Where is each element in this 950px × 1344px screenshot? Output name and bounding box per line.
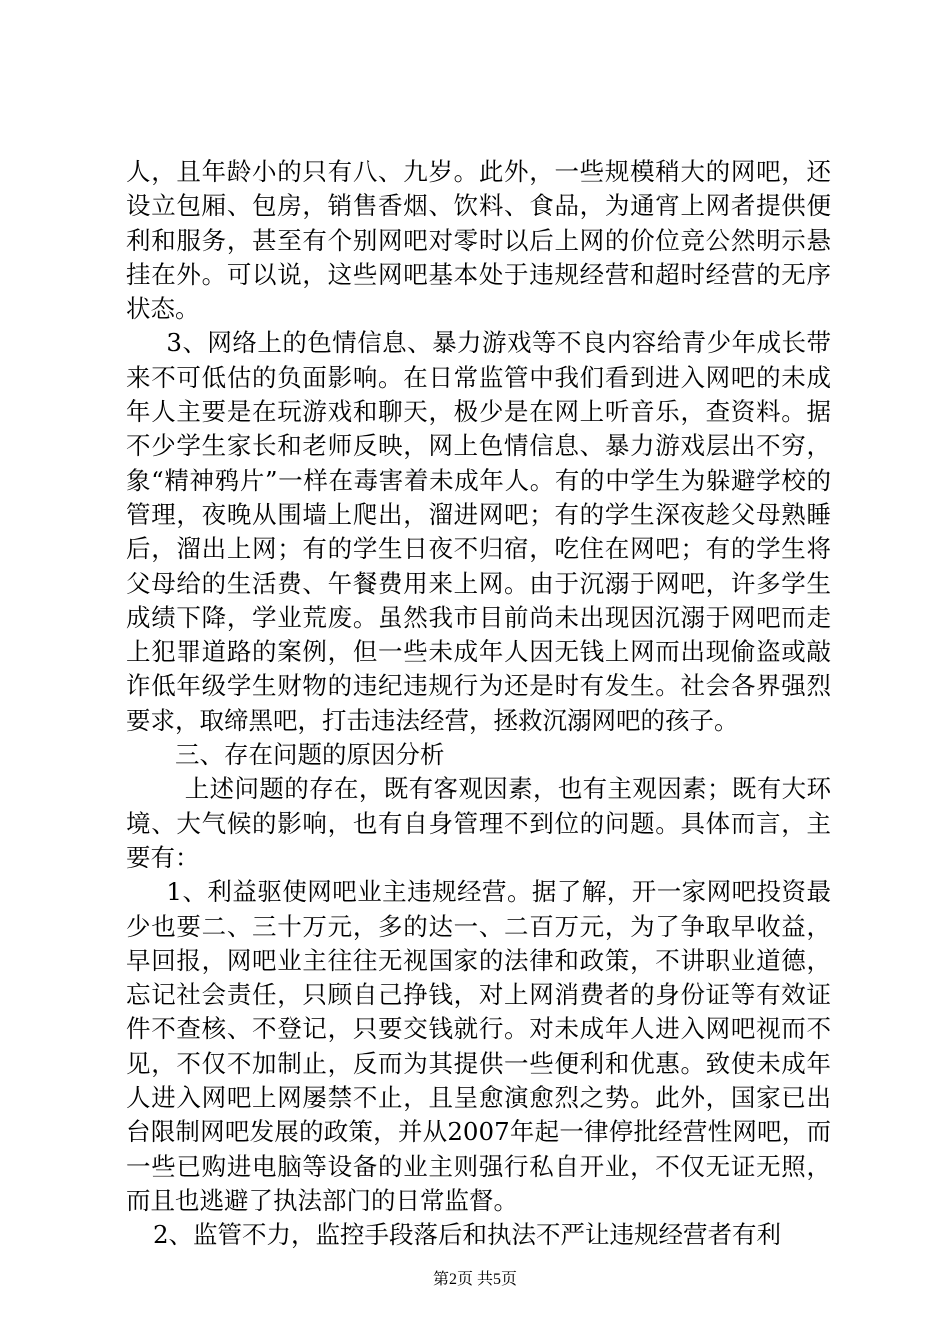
page-footer: 第2页 共5页 [432,1271,517,1288]
document-body [126,155,831,1253]
paragraph-point-3: 3、网络上的色情信息、暴力游戏等不良内容给青少年成长带来不可低估的负面影响。在日常监管中我们看到进入网吧的未成年人主要是在玩游戏和聊天，极少是在网上听音乐，查资料。据不少学生家长和老师反映，网上色情信息、暴力游戏层出不穷，象“精神鸦片”一样在毒害着未成年人。有的中学生为躲避学校的管理，夜晚从围墙上爬出，溜进网吧；有的学生深夜趁父母熟睡后，溜出上网；有的学生日夜不归宿，吃住在网吧；有的学生将父母给的生活费、午餐费用来上网。由于沉溺于网吧，许多学生成绩下降，学业荒废。虽然我市目前尚未出现因沉溺于网吧而走上犯罪道路的案例，但一些未成年人因无钱上网而出现偷盗或敲诈低年级学生财物的违纪违规行为还是时有发生。社会各界强烈要求，取缔黑吧，打击违法经营，拯救沉溺网吧的孩子。 [126,328,831,735]
paragraph-point-2: 2、监管不力，监控手段落后和执法不严让违规经营者有利 [152,1220,782,1250]
paragraph-continuation: 人，且年龄小的只有八、九岁。此外，一些规模稍大的网吧，还设立包厢、包房，销售香烟、饮料、食品，为通宵上网者提供便利和服务，甚至有个别网吧对零时以后上网的价位竞公然明示悬挂在外。可以说，这些网吧基本处于违规经营和超时经营的无序状态。 [126,157,831,324]
paragraph-cause-intro: 上述问题的存在，既有客观因素，也有主观因素；既有大环境、大气候的影响，也有自身管理不到位的问题。具体而言，主要有： [126,774,831,872]
paragraph-point-1: 1、利益驱使网吧业主违规经营。据了解，开一家网吧投资最少也要二、三十万元，多的达一、二百万元，为了争取早收益，早回报，网吧业主往往无视国家的法律和政策，不讲职业道德，忘记社会责任，只顾自己挣钱，对上网消费者的身份证等有效证件不查核、不登记，只要交钱就行。对未成年人进入网吧视而不见，不仅不加制止，反而为其提供一些便利和优惠。致使未成年人进入网吧上网屡禁不止，且呈愈演愈烈之势。此外，国家已出台限制网吧发展的政策，并从2007年起一律停批经营性网吧，而一些已购进电脑等设备的业主则强行私自开业，不仅无证无照，而且也逃避了执法部门的日常监督。 [126,877,831,1215]
section-heading-cause-analysis: 三、存在问题的原因分析 [175,740,445,770]
